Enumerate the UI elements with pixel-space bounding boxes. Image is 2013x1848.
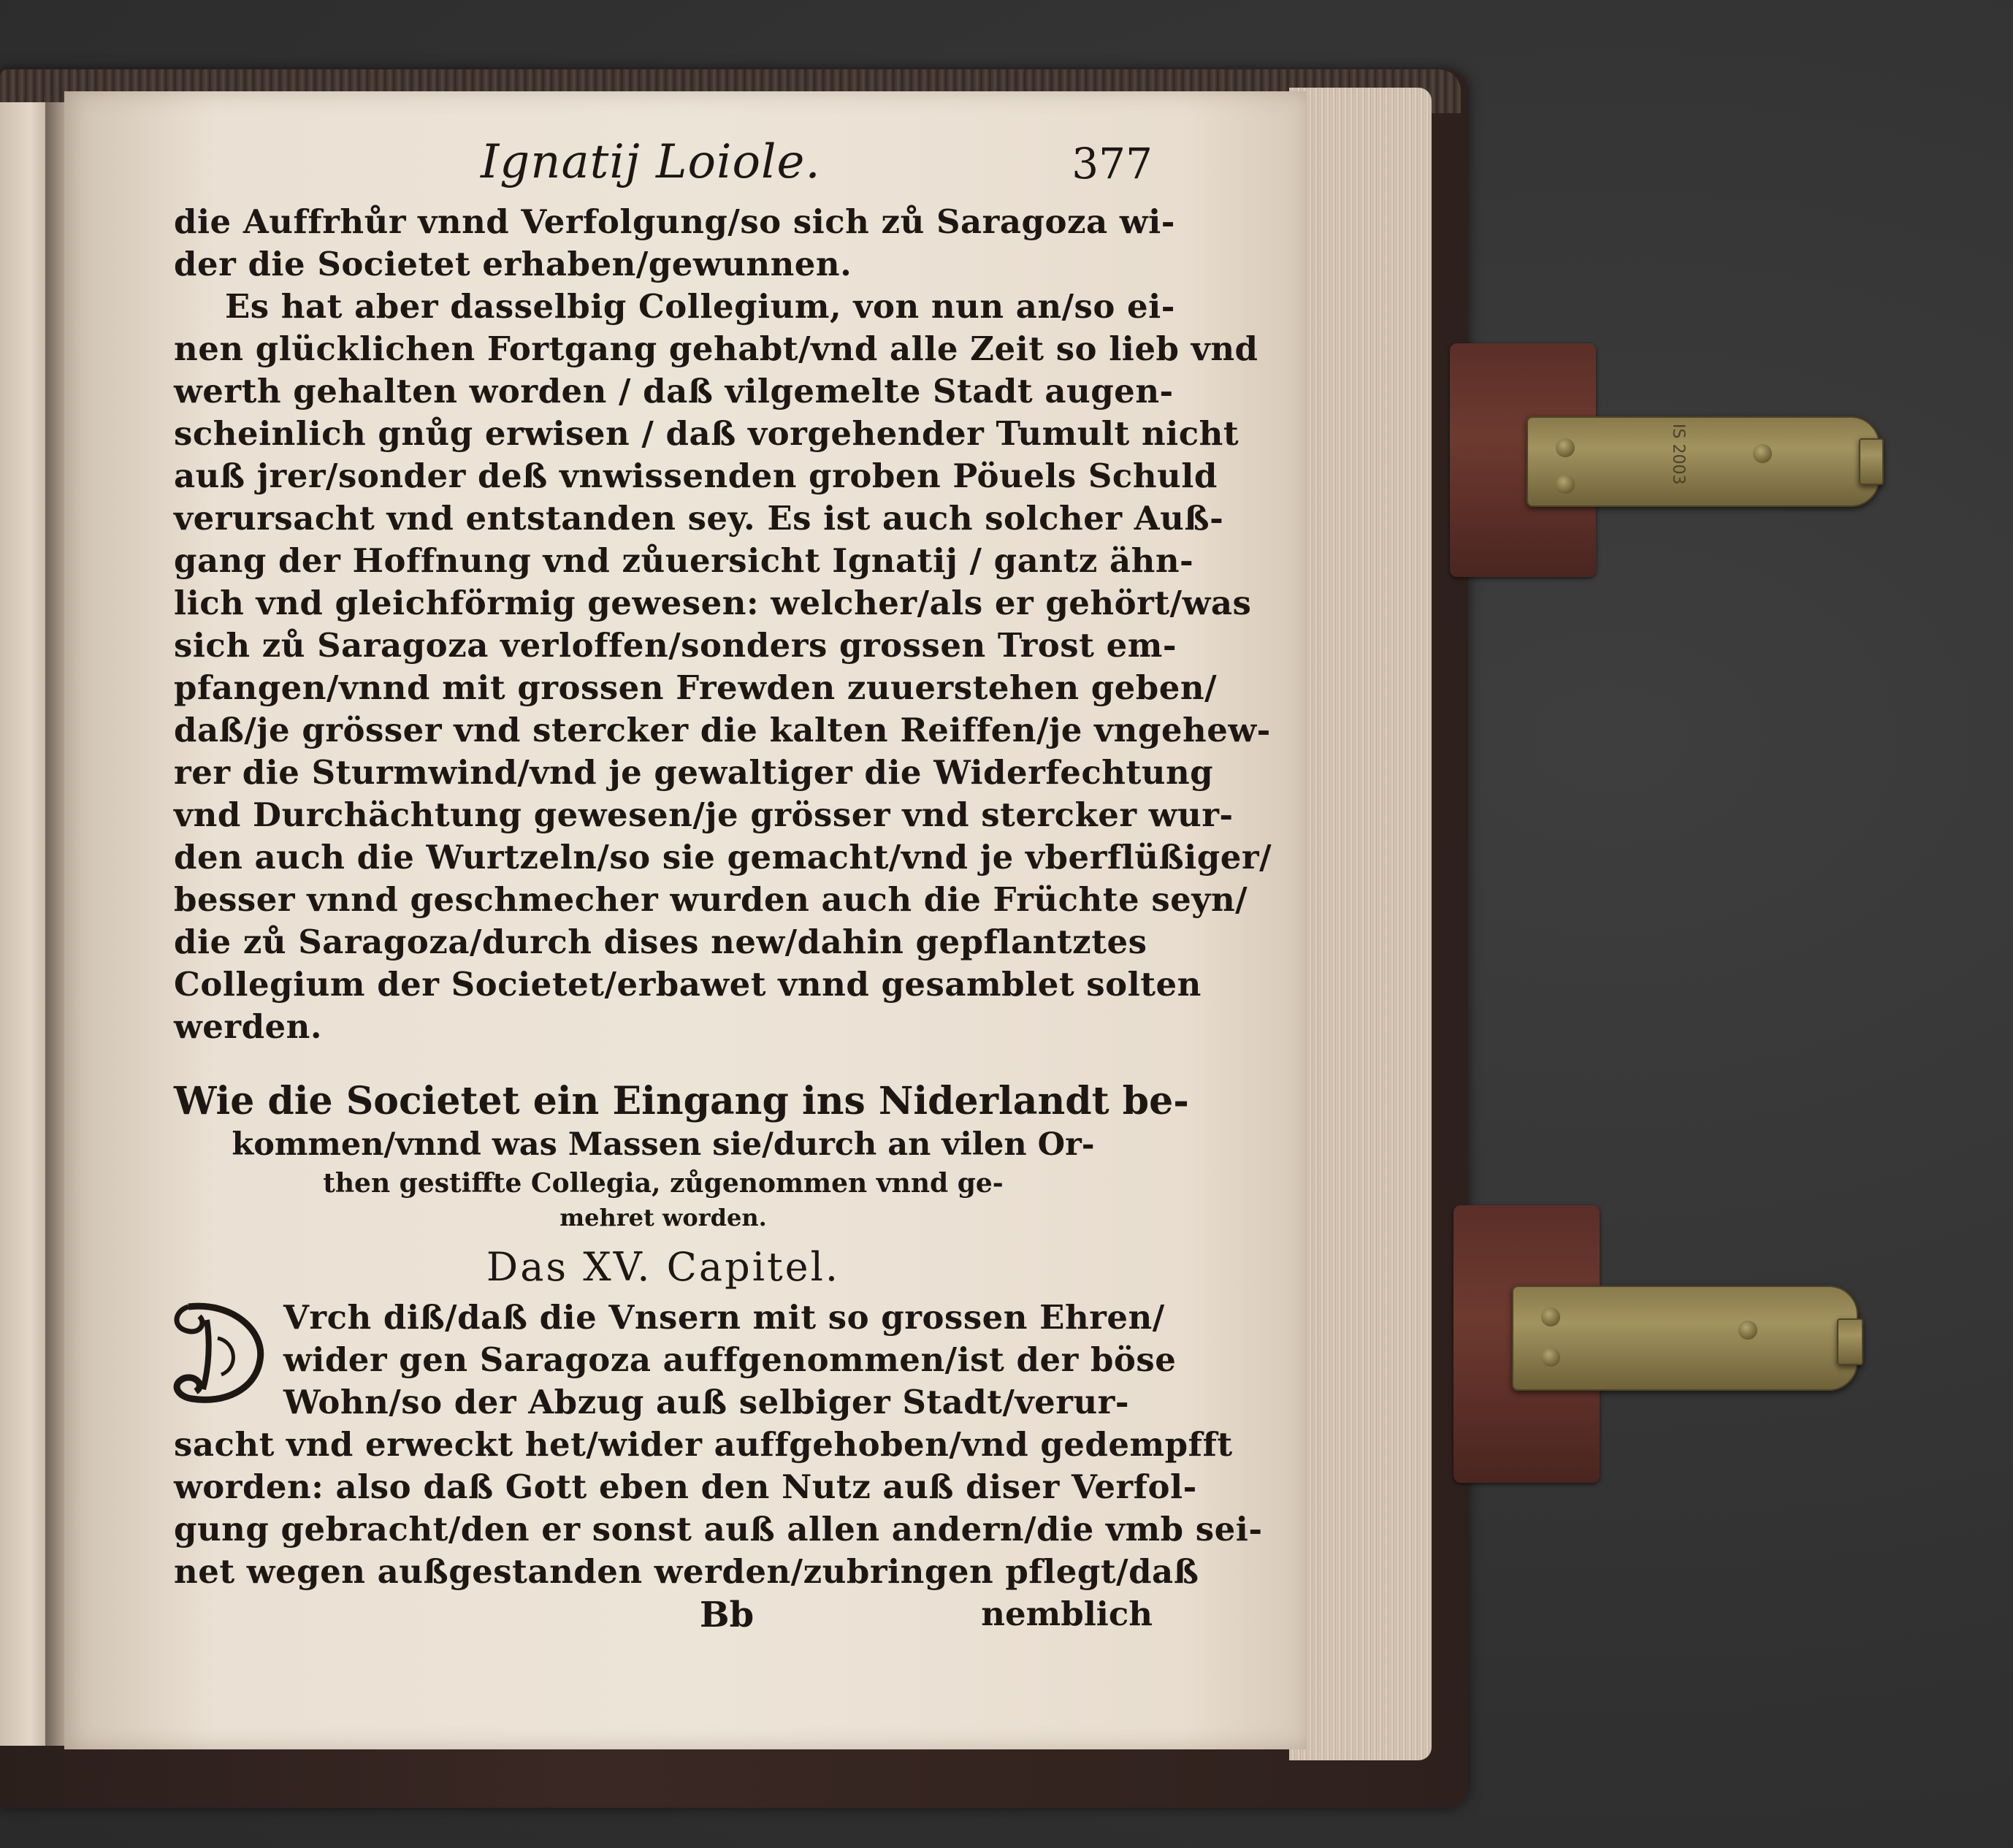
body-line: verursacht vnd entstanden sey. Es ist auch solcher Auß-	[174, 499, 1224, 538]
chapter-line: wider gen Saragoza auffgenommen/ist der böse	[283, 1340, 1177, 1379]
chapter-title-line: mehret worden.	[559, 1204, 767, 1232]
chapter-title	[174, 1079, 1189, 1234]
body-line: der die Societet erhaben/gewunnen.	[174, 245, 852, 283]
body-line: gang der Hoffnung vnd zůuersicht Ignatij / gantz ähn-	[174, 541, 1194, 580]
body-line: sich zů Saragoza verloffen/sonders grossen Trost em-	[174, 626, 1177, 665]
chapter-title-line: Wie die Societet ein Eingang ins Niderlandt be-	[174, 1079, 1189, 1123]
upper-clasp-hook	[1859, 438, 1884, 485]
catchword: nemblich	[981, 1595, 1153, 1633]
body-line: den auch die Wurtzeln/so sie gemacht/vnd je vberflüßiger/	[174, 838, 1272, 877]
body-line: Es hat aber dasselbig Collegium, von nun an/so ei-	[225, 287, 1175, 326]
body-line: besser vnnd geschmecher wurden auch die Früchte seyn/	[174, 880, 1248, 919]
rivet-icon	[1541, 1307, 1560, 1326]
rivet-icon	[1556, 475, 1575, 494]
body-line: die zů Saragoza/durch dises new/dahin gepflantztes	[174, 923, 1147, 961]
body-line: die Auffrhůr vnnd Verfolgung/so sich zů Saragoza wi-	[174, 202, 1175, 241]
chapter-title-line: kommen/vnnd was Massen sie/durch an vilen Or-	[232, 1126, 1095, 1163]
body-paragraphs	[174, 201, 1272, 1048]
body-line: vnd Durchächtung gewesen/je grösser vnd stercker wur-	[174, 795, 1234, 834]
rivet-icon	[1753, 444, 1772, 463]
book-page	[64, 91, 1306, 1749]
lower-clasp-hook	[1837, 1318, 1863, 1365]
page-edges	[1289, 88, 1432, 1760]
rivet-icon	[1556, 438, 1575, 457]
chapter-line: worden: also daß Gott eben den Nutz auß diser Verfol-	[174, 1467, 1197, 1506]
chapter-line: net wegen außgestanden werden/zubringen pflegt/daß	[174, 1552, 1199, 1591]
chapter-opening	[174, 1297, 1263, 1593]
upper-clasp-plate	[1527, 416, 1880, 507]
page-footer	[174, 1595, 1153, 1646]
page-text-block	[174, 135, 1272, 1646]
left-page-edge	[0, 102, 51, 1746]
signature-mark: Bb	[700, 1595, 755, 1635]
body-line: Collegium der Societet/erbawet vnnd gesamblet solten	[174, 965, 1202, 1004]
body-line: werden.	[174, 1007, 323, 1046]
chapter-number: Das XV. Capitel.	[486, 1244, 841, 1290]
lower-clasp-plate	[1512, 1286, 1858, 1391]
body-line: werth gehalten worden / daß vilgemelte Stadt augen-	[174, 372, 1174, 411]
decorated-initial-d-icon	[167, 1298, 269, 1408]
page-number: 377	[1072, 139, 1153, 188]
clasp-stamp: IS 2003	[1669, 424, 1687, 485]
chapter-title-line: then gestiffte Collegia, zůgenommen vnnd ge-	[323, 1168, 1004, 1199]
body-line: nen glücklichen Fortgang gehabt/vnd alle Zeit so lieb vnd	[174, 329, 1258, 368]
chapter-line: gung gebracht/den er sonst auß allen andern/die vmb sei-	[174, 1510, 1263, 1549]
rivet-icon	[1738, 1321, 1757, 1340]
chapter-line: Wohn/so der Abzug auß selbiger Stadt/verur-	[283, 1383, 1130, 1421]
body-line: scheinlich gnůg erwisen / daß vorgehender Tumult nicht	[174, 414, 1239, 453]
running-head: Ignatij Loiole.	[481, 135, 821, 189]
body-line: daß/je grösser vnd stercker die kalten Reiffen/je vngehew-	[174, 711, 1271, 749]
chapter-line: Vrch diß/daß die Vnsern mit so grossen Ehren/	[283, 1298, 1165, 1337]
body-line: auß jrer/sonder deß vnwissenden groben Pöuels Schuld	[174, 457, 1218, 495]
rivet-icon	[1541, 1348, 1560, 1367]
body-line: rer die Sturmwind/vnd je gewaltiger die Widerfechtung	[174, 753, 1214, 792]
page-header	[174, 135, 1153, 201]
body-line: lich vnd gleichförmig gewesen: welcher/als er gehört/was	[174, 584, 1252, 622]
body-line: pfangen/vnnd mit grossen Frewden zuuerstehen geben/	[174, 668, 1218, 707]
chapter-line: sacht vnd erweckt het/wider auffgehoben/vnd gedempfft	[174, 1425, 1233, 1464]
